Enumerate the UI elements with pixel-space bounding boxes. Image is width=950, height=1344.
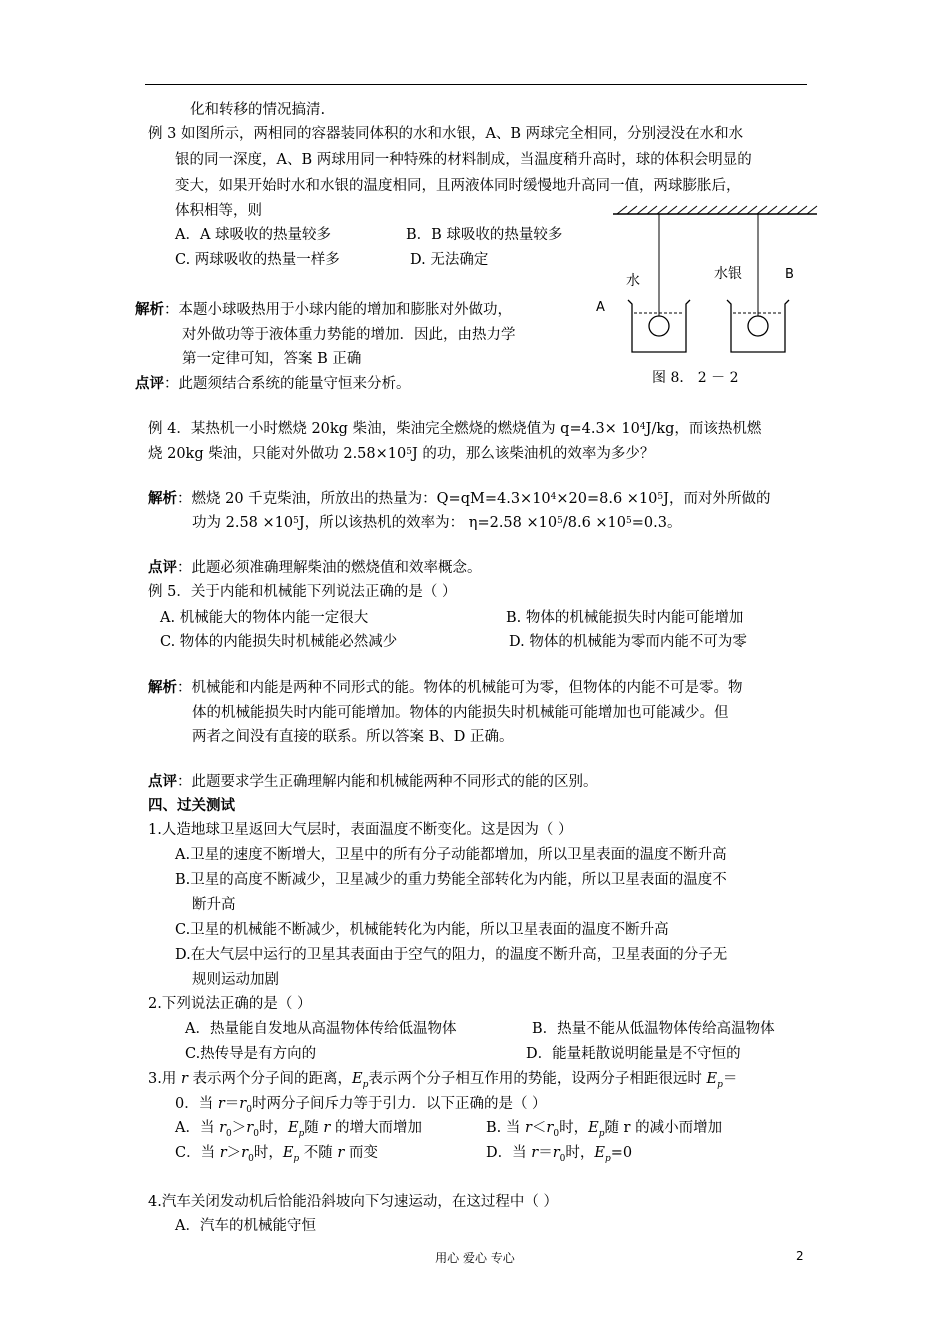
label-a: A (596, 300, 605, 315)
option-d: D. 无法确定 (410, 252, 489, 268)
text-line: 化和转移的情况搞清. (190, 102, 326, 118)
comment-label: 点评 (135, 376, 164, 392)
text-line: 体积相等，则 (175, 203, 262, 219)
text-line: 规则运动加剧 (192, 972, 279, 988)
text-line: 0．当 $r=r_0$时两分子间斥力等于引力．以下正确的是（ ） (175, 1096, 547, 1115)
comment-paragraph: 点评：此题必须准确理解柴油的燃烧值和效率概念。 (148, 560, 482, 576)
question-2: 2.下列说法正确的是（ ） (148, 996, 312, 1012)
comment-paragraph: 点评：此题要求学生正确理解内能和机械能两种不同形式的能的区别。 (148, 774, 598, 790)
ball-b (748, 316, 768, 336)
option-c: C. 物体的内能损失时机械能必然减少 (160, 634, 398, 650)
option-b: B. 当 $r<r_0$时，$E_p$随 r 的减小而增加 (486, 1120, 723, 1139)
figure-8-2-2 (590, 198, 820, 398)
example-5-text: 例 5．关于内能和机械能下列说法正确的是（ ） (148, 584, 457, 600)
text-line: 变大，如果开始时水和水银的温度相同，且两液体同时缓慢地升高同一值，两球膨胀后， (175, 178, 741, 194)
option-a: A．当 $r_0>r_0$时，$E_p$随 r 的增大而增加 (175, 1120, 422, 1139)
option-b: B.卫星的高度不断减少，卫星减少的重力势能全部转化为内能，所以卫星表面的温度不 (175, 872, 727, 888)
text-line: 第一定律可知，答案 B 正确 (182, 351, 362, 367)
text-line: 两者之间没有直接的联系。所以答案 B、D 正确。 (192, 729, 514, 745)
option-c: C. 两球吸收的热量一样多 (175, 252, 340, 268)
text-line: 功为 $2.58 \times 10^5J$，所以该热机的效率为： $\eta=2.58 \times 10^5/8.6 \times 10^5=0.3$。 (192, 515, 682, 531)
text-line: 对外做功等于液体重力势能的增加．因此，由热力学 (182, 327, 516, 343)
option-a: A. 机械能大的物体内能一定很大 (160, 610, 369, 626)
example-3-text: 例 3 如图所示，两相同的容器装同体积的水和水银，A、B 两球完全相同，分别浸没在水和水 (148, 126, 744, 142)
analysis-paragraph: 解析：燃烧 20 千克柴油，所放出的热量为：$Q=qM=4.3\times 10^4\times 20=8.6 \times 10^5J$，而对外所做的 (148, 491, 771, 507)
page-number: 2 (796, 1249, 804, 1263)
label-mercury: 水银 (714, 266, 742, 282)
figure-caption: 图 8． 2 － 2 (652, 370, 739, 386)
option-b: B．B 球吸收的热量较多 (406, 227, 563, 243)
option-b: B．热量不能从低温物体传给高温物体 (532, 1021, 775, 1037)
comment-paragraph: 点评：此题须结合系统的能量守恒来分析。 (135, 376, 411, 392)
text-line: 体的机械能损失时内能可能增加。物体的内能损失时机械能可能增加也可能减少。但 (192, 705, 729, 721)
label-water: 水 (626, 273, 640, 289)
question-1: 1.人造地球卫星返回大气层时，表面温度不断变化。这是因为（ ） (148, 822, 573, 838)
option-d: D．能量耗散说明能量是不守恒的 (526, 1046, 741, 1062)
option-d: D. 物体的机械能为零而内能不可为零 (509, 634, 747, 650)
analysis-paragraph: 解析：本题小球吸热用于小球内能的增加和膨胀对外做功， (135, 302, 512, 318)
option-c: C．当 $r>r_0$时，$E_p$ 不随 r 而变 (175, 1145, 378, 1164)
section-heading: 四、过关测试 (148, 798, 235, 814)
option-b: B. 物体的机械能损失时内能可能增加 (506, 610, 744, 626)
analysis-label: 解析 (135, 302, 164, 318)
option-c: C.热传导是有方向的 (185, 1046, 317, 1062)
text-line: 断升高 (192, 897, 236, 913)
example-4-text: 例 4．某热机一小时燃烧 20kg 柴油，柴油完全燃烧的燃烧值为 $q=4.3\times 10^4J/kg$，而该热机燃 (148, 421, 762, 437)
ceiling (613, 206, 817, 214)
analysis-paragraph: 解析：机械能和内能是两种不同形式的能。物体的机械能可为零，但物体的内能不可是零。物 (148, 680, 743, 696)
option-d: D．当 $r=r_0$时，$E_p=0$ (486, 1145, 633, 1164)
option-c: C.卫星的机械能不断减少，机械能转化为内能，所以卫星表面的温度不断升高 (175, 922, 669, 938)
label-b: B (785, 267, 794, 282)
option-d: D.在大气层中运行的卫星其表面由于空气的阻力，的温度不断升高，卫星表面的分子无 (175, 947, 728, 963)
question-3: 3.用 r 表示两个分子间的距离，$E_p$表示两个分子相互作用的势能，设两分子相距很远时 $E_p=$ (148, 1071, 738, 1090)
text-line: 烧 20kg 柴油，只能对外做功 $2.58\times 10^5J$ 的功，那么该柴油机的效率为多少？ (148, 446, 655, 462)
option-a: A．A 球吸收的热量较多 (175, 227, 332, 243)
ball-a (649, 316, 669, 336)
option-a: A．热量能自发地从高温物体传给低温物体 (185, 1021, 457, 1037)
text-line: 银的同一深度，A、B 两球用同一种特殊的材料制成，当温度稍升高时，球的体积会明显的 (175, 152, 752, 168)
question-4: 4.汽车关闭发动机后恰能沿斜坡向下匀速运动，在这过程中（ ） (148, 1194, 558, 1210)
option-a: A.卫星的速度不断增大，卫星中的所有分子动能都增加，所以卫星表面的温度不断升高 (175, 847, 727, 863)
option-a: A．汽车的机械能守恒 (175, 1218, 316, 1234)
page-footer: 用心 爱心 专心 (435, 1251, 515, 1265)
header-rule (145, 84, 807, 85)
